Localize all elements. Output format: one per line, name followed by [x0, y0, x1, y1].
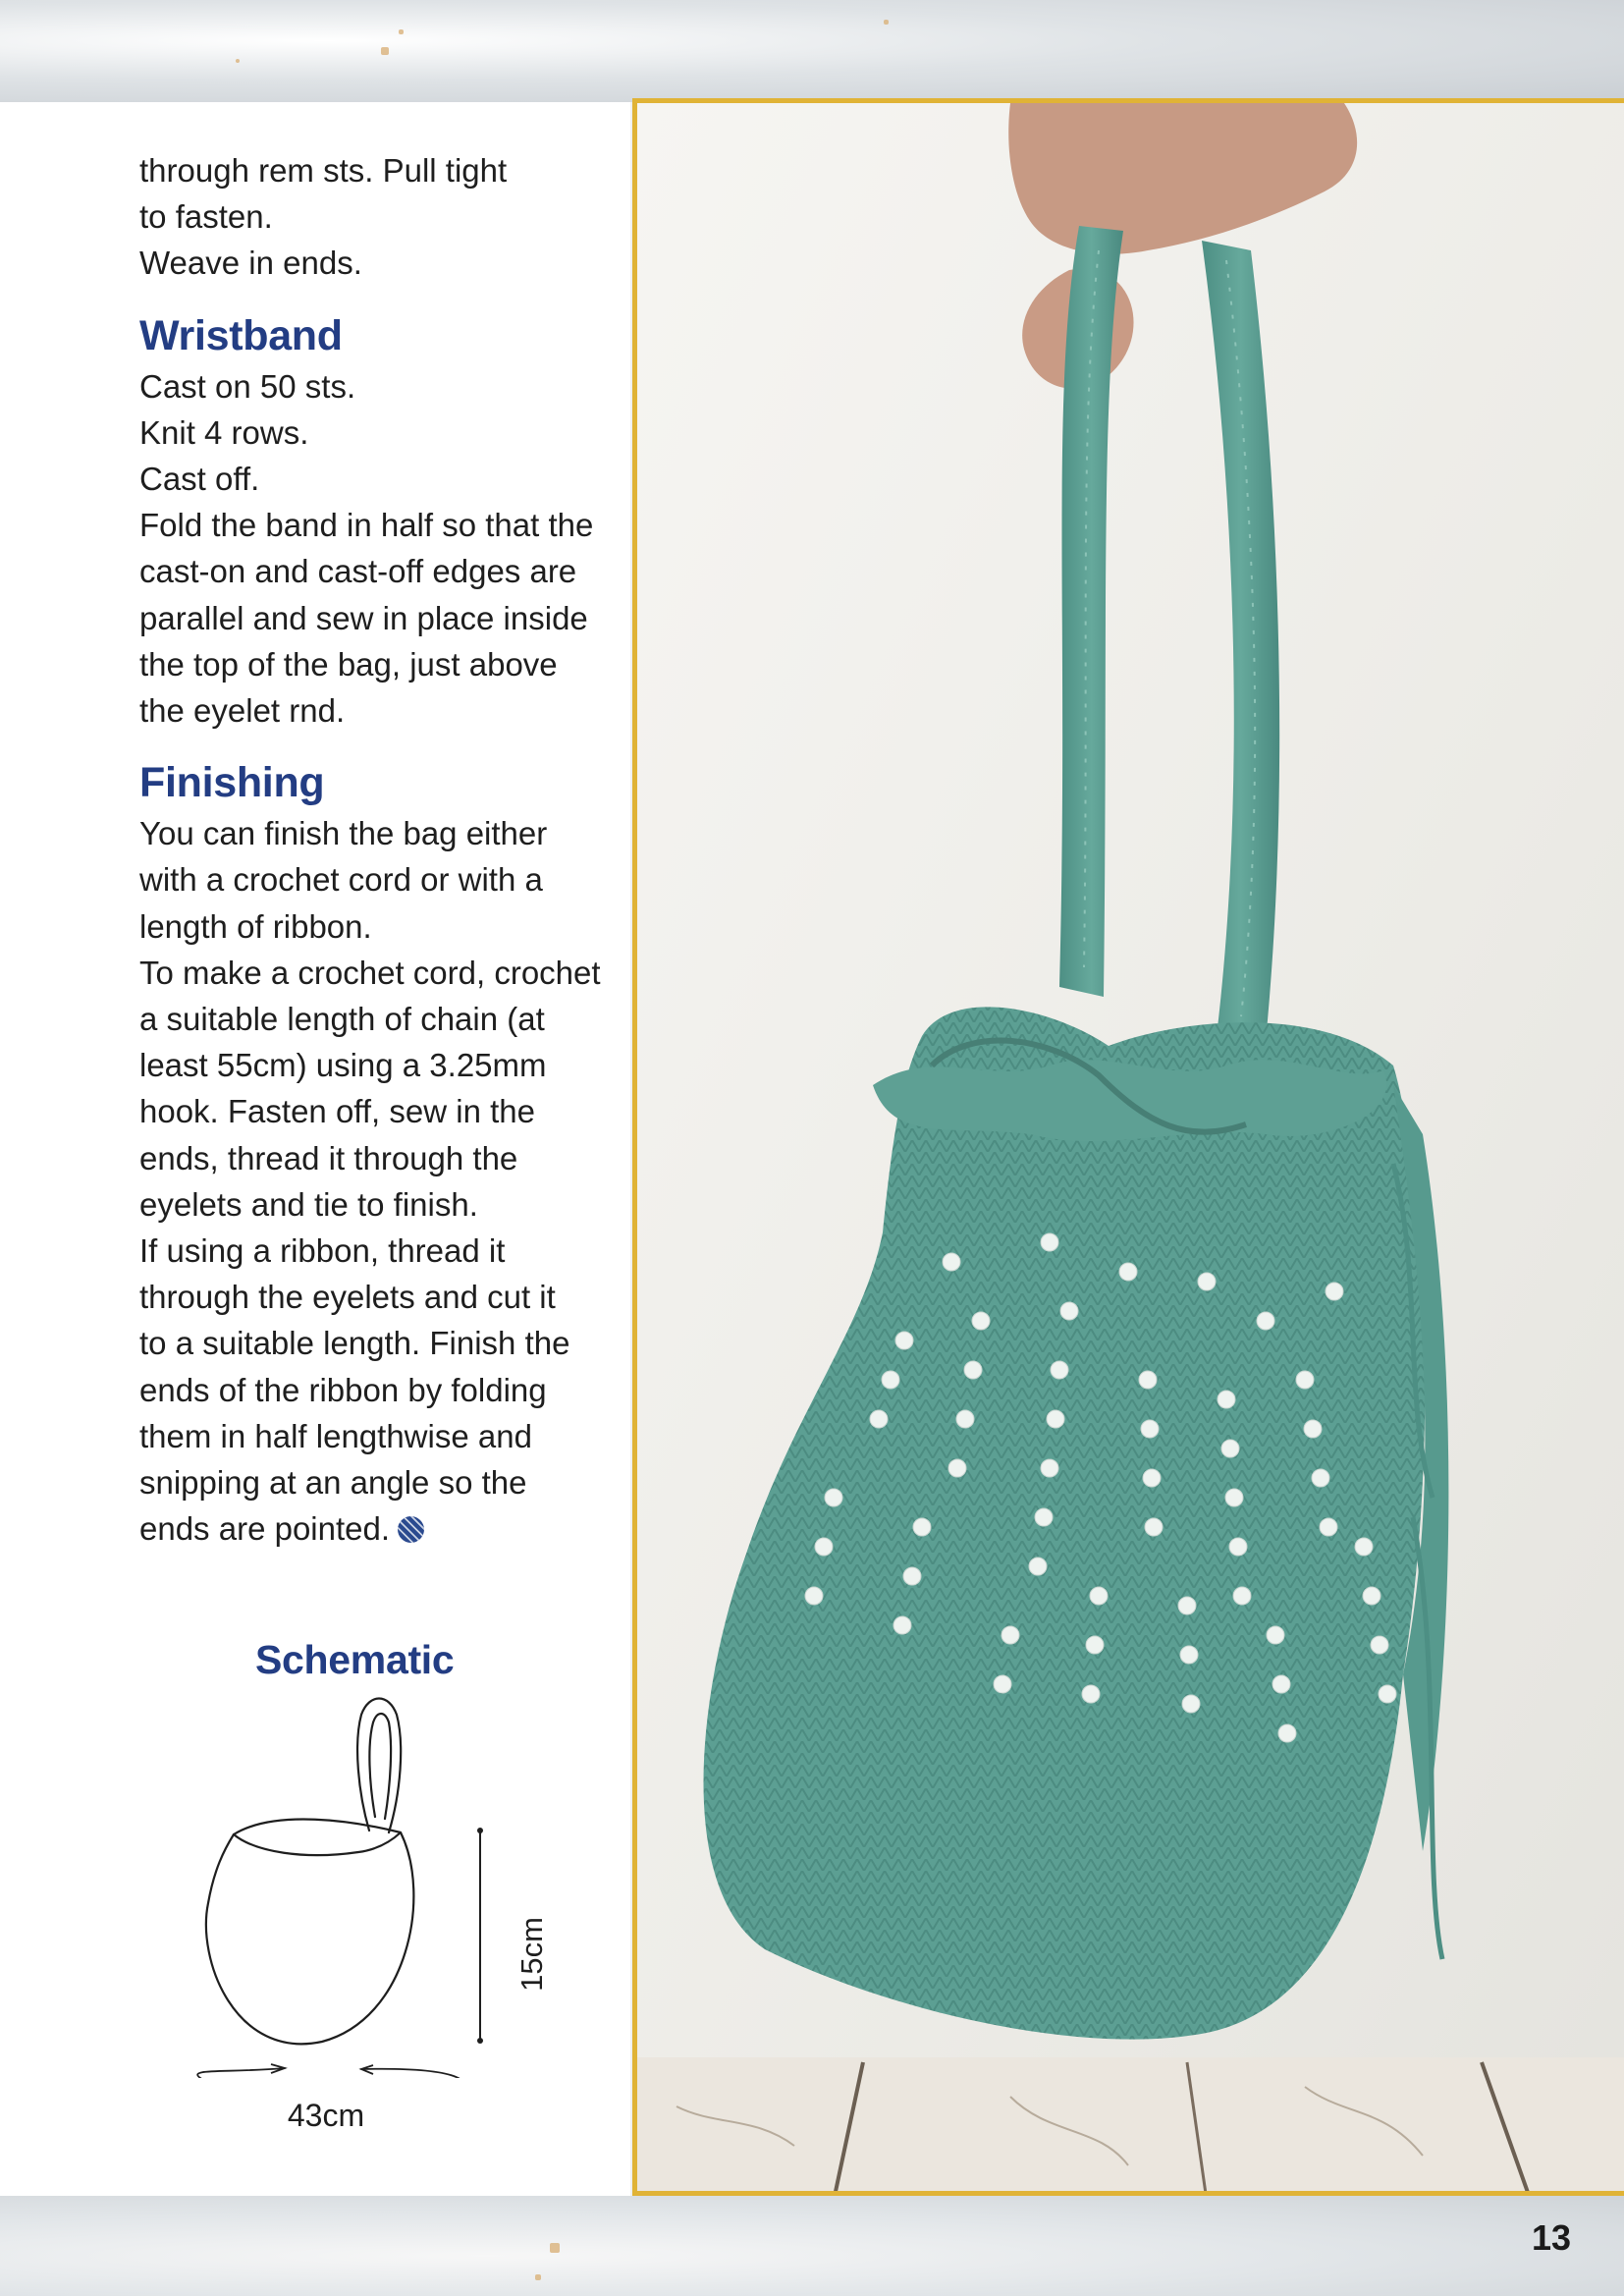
gold-fleck [535, 2274, 541, 2280]
schematic-width-ellipse-left [197, 2068, 320, 2078]
instruction-line: with a crochet cord or with a [139, 861, 543, 899]
gold-fleck [550, 2243, 560, 2253]
instruction-line: snipping at an angle so the [139, 1464, 527, 1502]
instruction-line: the eyelet rnd. [139, 692, 346, 730]
schematic-height-endpoint [477, 1828, 483, 1833]
gold-fleck [399, 29, 404, 34]
yarn-ball-icon [398, 1516, 424, 1543]
instruction-line: the top of the bag, just above [139, 645, 558, 683]
wooden-floor [637, 2057, 1624, 2196]
instruction-line: eyelets and tie to finish. [139, 1185, 478, 1223]
schematic-bag-rim [234, 1832, 401, 1855]
gold-fleck [884, 20, 889, 25]
schematic-height-label: 15cm [514, 1917, 549, 1992]
instruction-line: If using a ribbon, thread it [139, 1232, 506, 1270]
instruction-line: Cast off. [139, 461, 260, 498]
schematic-handle-inner [369, 1714, 391, 1819]
instruction-line: hook. Fasten off, sew in the [139, 1093, 535, 1130]
gold-fleck [381, 47, 389, 55]
gold-fleck [236, 59, 240, 63]
instruction-line: ends, thread it through the [139, 1139, 518, 1176]
instruction-line: least 55cm) using a 3.25mm [139, 1047, 547, 1084]
finishing-heading: Finishing [139, 759, 325, 807]
instruction-line: You can finish the bag either [139, 815, 548, 852]
schematic-diagram [187, 1685, 540, 2078]
instruction-line: Knit 4 rows. [139, 413, 309, 451]
bag-photo-illustration [637, 103, 1624, 2196]
instruction-line: to fasten. [139, 198, 273, 236]
instruction-line: through rem sts. Pull tight [139, 152, 508, 189]
schematic-height-endpoint [477, 2038, 483, 2044]
instruction-line-text: ends are pointed. [139, 1510, 391, 1548]
instruction-line [139, 1505, 611, 1552]
instruction-line: cast-on and cast-off edges are [139, 553, 577, 590]
instruction-line: a suitable length of chain (at [139, 1001, 545, 1038]
instruction-line: To make a crochet cord, crochet [139, 954, 601, 991]
schematic-handle-loop [357, 1699, 401, 1833]
instruction-line: parallel and sew in place inside [139, 599, 588, 636]
instruction-line: Cast on 50 sts. [139, 367, 356, 405]
schematic-width-label: 43cm [287, 2098, 365, 2133]
instruction-line: them in half lengthwise and [139, 1417, 532, 1454]
schematic-width-ellipse-right [361, 2069, 461, 2078]
instruction-line: ends of the ribbon by folding [139, 1371, 547, 1408]
instruction-line: through the eyelets and cut it [139, 1279, 556, 1316]
instruction-line: Fold the band in half so that the [139, 507, 594, 544]
schematic-title: Schematic [255, 1637, 455, 1682]
pattern-instructions [139, 147, 611, 1552]
wristband-heading: Wristband [139, 311, 343, 359]
bag-photo [632, 98, 1624, 2196]
marble-header-background [0, 0, 1624, 102]
page-number: 13 [1531, 2217, 1572, 2258]
instruction-line: to a suitable length. Finish the [139, 1325, 570, 1362]
schematic-bag-outline [206, 1820, 413, 2045]
instruction-line: length of ribbon. [139, 907, 372, 945]
instruction-line: Weave in ends. [139, 245, 362, 282]
marble-footer-background [0, 2196, 1624, 2296]
